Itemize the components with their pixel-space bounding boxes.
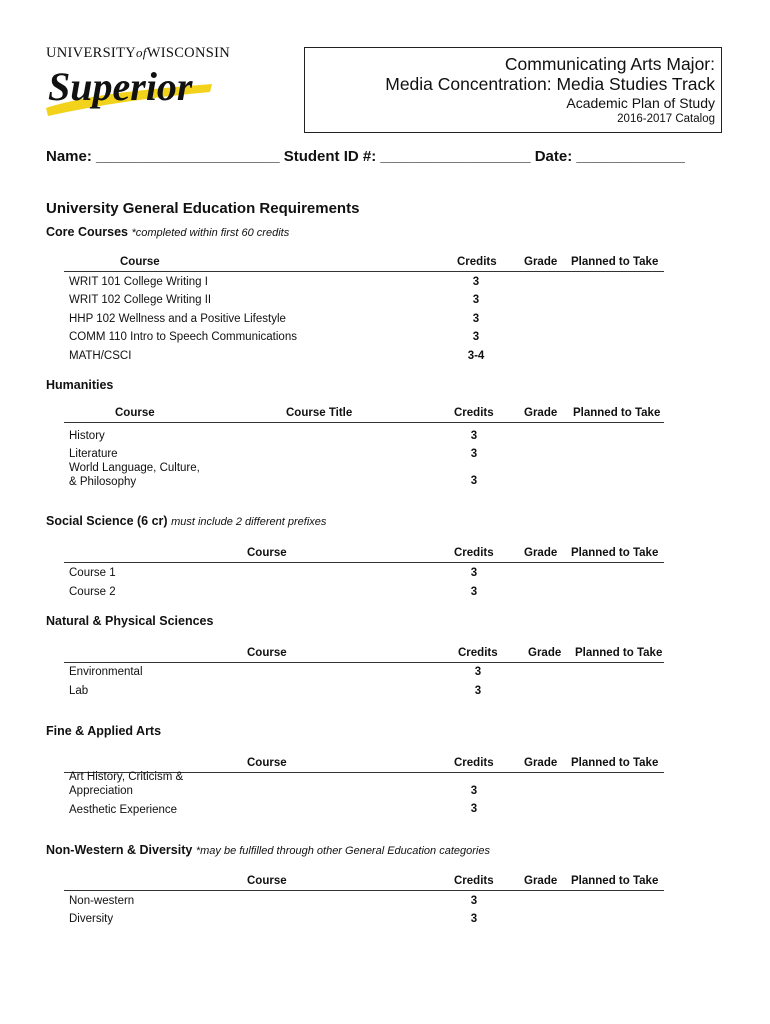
humanities-section-title: Humanities [46,378,114,392]
plan-title: Academic Plan of Study [566,95,715,111]
social-header-course: Course [247,547,287,559]
humanities-header-course: Course [115,407,155,419]
track-title: Media Concentration: Media Studies Track [385,74,715,94]
fine-header-planned: Planned to Take [571,757,659,769]
social-header-credits: Credits [454,547,494,559]
humanities-header-credits: Credits [454,407,494,419]
catalog-year: 2016-2017 Catalog [617,113,715,125]
natural-header-course: Course [247,647,287,659]
credit-value: 3 [472,276,480,288]
logo-university-text: UNIVERSITYofWISCONSIN [46,45,230,61]
credit-value: 3 [470,895,478,907]
fine-header-grade: Grade [524,757,558,769]
natural-header-grade: Grade [528,647,562,659]
credit-value: 3 [472,294,480,306]
table-row: Non-western [69,895,135,907]
core-header-grade: Grade [524,256,558,268]
natural-header-rule [64,662,664,663]
natural-section-title: Natural & Physical Sciences [46,614,214,628]
credit-value: 3 [474,685,482,697]
social-header-rule [64,562,664,563]
credit-value: 3 [472,331,480,343]
table-row: History [69,430,105,442]
nonwestern-header-planned: Planned to Take [571,875,659,887]
nonwestern-header-credits: Credits [454,875,494,887]
fine-header-credits: Credits [454,757,494,769]
credit-value: 3 [470,913,478,925]
title-box [304,47,722,133]
table-row: Diversity [69,913,114,925]
table-row: WRIT 102 College Writing II [69,294,212,306]
fine-header-course: Course [247,757,287,769]
credit-value: 3 [470,430,478,442]
humanities-header-grade: Grade [524,407,558,419]
table-row: COMM 110 Intro to Speech Communications [69,331,297,343]
credit-value: 3 [470,785,478,797]
table-row: Aesthetic Experience [69,804,178,816]
svg-text:Superior: Superior [48,64,193,109]
table-row-continued: Appreciation [69,785,133,797]
credit-value: 3 [470,475,478,487]
fine-section-title: Fine & Applied Arts [46,724,162,738]
table-row: Lab [69,685,89,697]
table-row: World Language, Culture, [69,462,200,474]
table-row: Environmental [69,666,143,678]
credit-value: 3 [470,567,478,579]
credit-value: 3 [470,586,478,598]
table-row: WRIT 101 College Writing I [69,276,208,288]
credit-value: 3-4 [467,350,485,362]
social-header-grade: Grade [524,547,558,559]
core-header-planned: Planned to Take [571,256,659,268]
table-row: Course 1 [69,567,116,579]
core-section-title: Core Courses *completed within first 60 credits [46,225,290,239]
natural-header-credits: Credits [458,647,498,659]
credit-value: 3 [470,803,478,815]
nonwestern-header-course: Course [247,875,287,887]
nonwestern-section-title: Non-Western & Diversity *may be fulfilled through other General Education categories [46,843,490,857]
table-row: HHP 102 Wellness and a Positive Lifestyle [69,313,286,325]
major-title: Communicating Arts Major: [504,54,715,74]
humanities-header-rule [64,422,664,423]
superior-wordmark-logo [44,50,219,120]
core-header-course: Course [120,256,160,268]
nonwestern-header-grade: Grade [524,875,558,887]
table-row: Course 2 [69,586,116,598]
humanities-header-title: Course Title [286,407,353,419]
social-header-planned: Planned to Take [571,547,659,559]
social-section-title: Social Science (6 cr) must include 2 different prefixes [46,514,327,528]
credit-value: 3 [470,448,478,460]
credit-value: 3 [472,313,480,325]
nonwestern-header-rule [64,890,664,891]
natural-header-planned: Planned to Take [575,647,663,659]
table-row: MATH/CSCI [69,350,132,362]
gen-ed-title: University General Education Requirements [46,200,360,217]
core-header-credits: Credits [457,256,497,268]
table-row: Literature [69,448,118,460]
credit-value: 3 [474,666,482,678]
table-row: Art History, Criticism & [69,771,184,783]
core-header-rule [64,271,664,272]
humanities-header-planned: Planned to Take [573,407,661,419]
student-info-line[interactable]: Name: ______________________ Student ID #: __________________ Date: _____________ [46,148,685,165]
table-row-continued: & Philosophy [69,476,137,488]
